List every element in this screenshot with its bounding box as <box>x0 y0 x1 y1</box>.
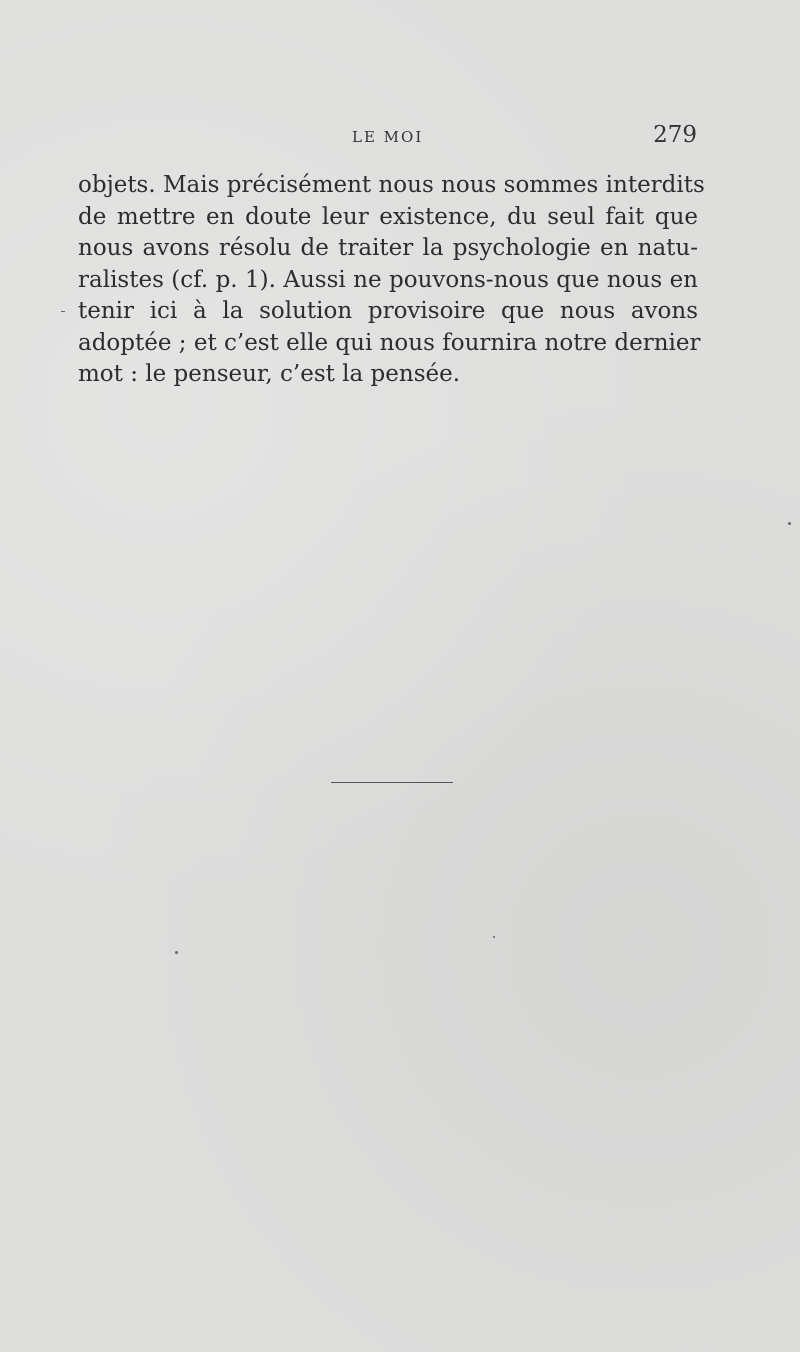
text-line: de mettre en doute leur existence, du seul fait que <box>78 203 698 230</box>
running-title: LE MOI <box>352 128 424 146</box>
end-rule <box>331 782 453 783</box>
paper-speck <box>175 951 178 954</box>
text-line: objets. Mais précisément nous nous sommes interdits <box>78 172 705 198</box>
paper-speck <box>493 936 495 938</box>
text-line: tenir ici à la solution provisoire que nous avons <box>78 298 698 324</box>
paper-speck <box>788 522 791 525</box>
text-line: nous avons résolu de traiter la psychologie en natu- <box>78 235 698 261</box>
paper-speck <box>61 311 65 312</box>
text-line: adoptée ; et c’est elle qui nous fournira notre dernier <box>78 329 701 356</box>
running-head <box>0 122 800 152</box>
page-number: 279 <box>653 122 697 148</box>
body-text <box>78 170 705 391</box>
text-line: mot : le penseur, c’est la pensée. <box>78 361 461 387</box>
text-line: ralistes (cf. p. 1). Aussi ne pouvons-nous que nous en <box>78 266 698 293</box>
